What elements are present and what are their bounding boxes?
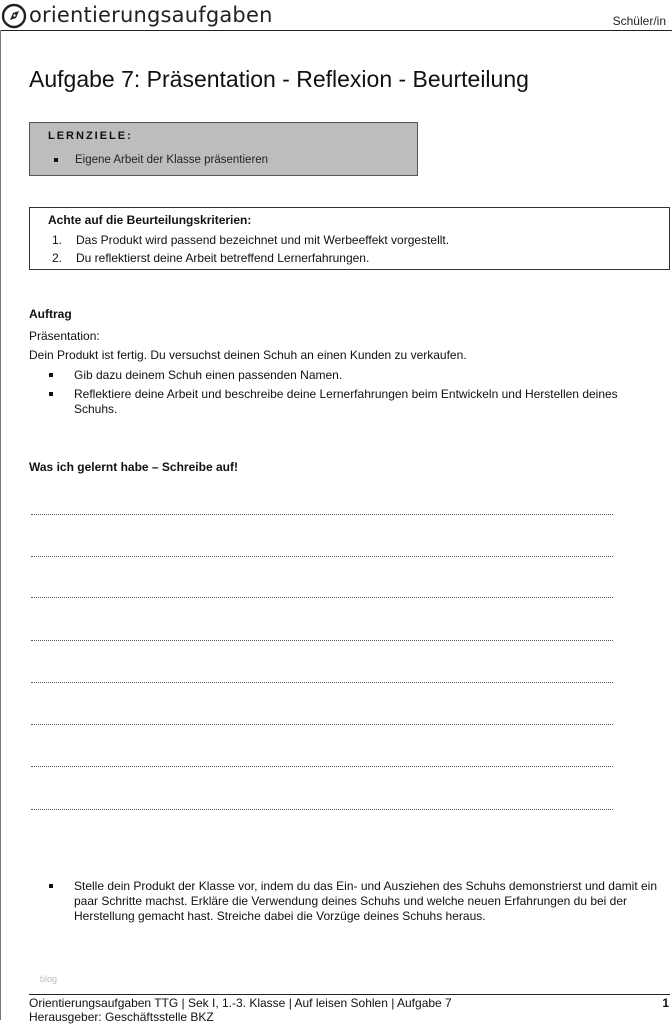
task-subheading: Präsentation: — [29, 329, 100, 343]
learning-goal-text: Eigene Arbeit der Klasse präsentieren — [75, 154, 269, 166]
task-bullet-text: Reflektiere deine Arbeit und beschreibe deine Lernerfahrungen beim Entwickeln und Herstellen deines Schuhs. — [74, 387, 618, 416]
writing-line[interactable] — [31, 556, 613, 557]
criteria-text: Du reflektierst deine Arbeit betreffend Lernerfahrungen. — [76, 251, 370, 265]
writing-line[interactable] — [31, 597, 613, 598]
page-number: 1 — [662, 996, 669, 1010]
writing-line[interactable] — [31, 766, 613, 767]
watermark: blog — [40, 974, 58, 984]
header-divider — [0, 30, 672, 31]
learned-heading: Was ich gelernt habe – Schreibe auf! — [29, 460, 238, 474]
criteria-number: 1. — [52, 233, 63, 247]
compass-icon — [0, 1, 28, 29]
bullet-icon — [49, 373, 53, 377]
writing-line[interactable] — [31, 682, 613, 683]
learning-goals-heading: LERNZIELE: — [48, 130, 133, 142]
page-title: Aufgabe 7: Präsentation - Reflexion - Beurteilung — [29, 66, 529, 92]
learning-goal-item — [54, 154, 268, 166]
brand-logo — [0, 0, 273, 30]
brand-name: orientierungsaufgaben — [29, 3, 273, 27]
task-bullet — [29, 368, 629, 383]
bullet-icon — [49, 392, 53, 396]
learning-goals-box — [29, 122, 418, 176]
presentation-bullet — [29, 879, 665, 924]
criteria-box — [29, 207, 670, 270]
writing-line[interactable] — [31, 514, 613, 515]
bullet-icon — [49, 884, 53, 888]
criteria-text: Das Produkt wird passend bezeichnet und mit Werbeeffekt vorgestellt. — [76, 233, 450, 247]
task-heading: Auftrag — [29, 307, 72, 321]
criteria-item — [52, 233, 449, 247]
criteria-heading: Achte auf die Beurteilungskriterien: — [48, 213, 252, 227]
footer-source: Orientierungsaufgaben TTG | Sek I, 1.-3. Klasse | Auf leisen Sohlen | Aufgabe 7 — [29, 996, 452, 1010]
criteria-item — [52, 251, 369, 265]
writing-line[interactable] — [31, 809, 613, 810]
writing-line[interactable] — [31, 724, 613, 725]
task-bullet — [29, 387, 639, 417]
task-bullet-text: Gib dazu deinem Schuh einen passenden Namen. — [74, 368, 343, 382]
bullet-icon — [54, 158, 58, 162]
page-edge — [0, 30, 1, 1020]
writing-line[interactable] — [31, 640, 613, 641]
criteria-number: 2. — [52, 251, 63, 265]
role-label: Schüler/in — [612, 14, 666, 28]
presentation-bullet-text: Stelle dein Produkt der Klasse vor, indem du das Ein- und Ausziehen des Schuhs demonstrierst und damit ein paar Schritte machst. Erkläre die Verwendung deines Schuhs und welche neuen Erfahrungen du bei der Herstellung gemacht hast. Streiche dabei die Vorzüge deines Schuhs heraus. — [74, 879, 658, 923]
task-intro: Dein Produkt ist fertig. Du versuchst deinen Schuh an einen Kunden zu verkaufen. — [29, 348, 467, 362]
footer-divider — [29, 994, 670, 995]
footer-publisher: Herausgeber: Geschäftsstelle BKZ — [29, 1010, 214, 1024]
